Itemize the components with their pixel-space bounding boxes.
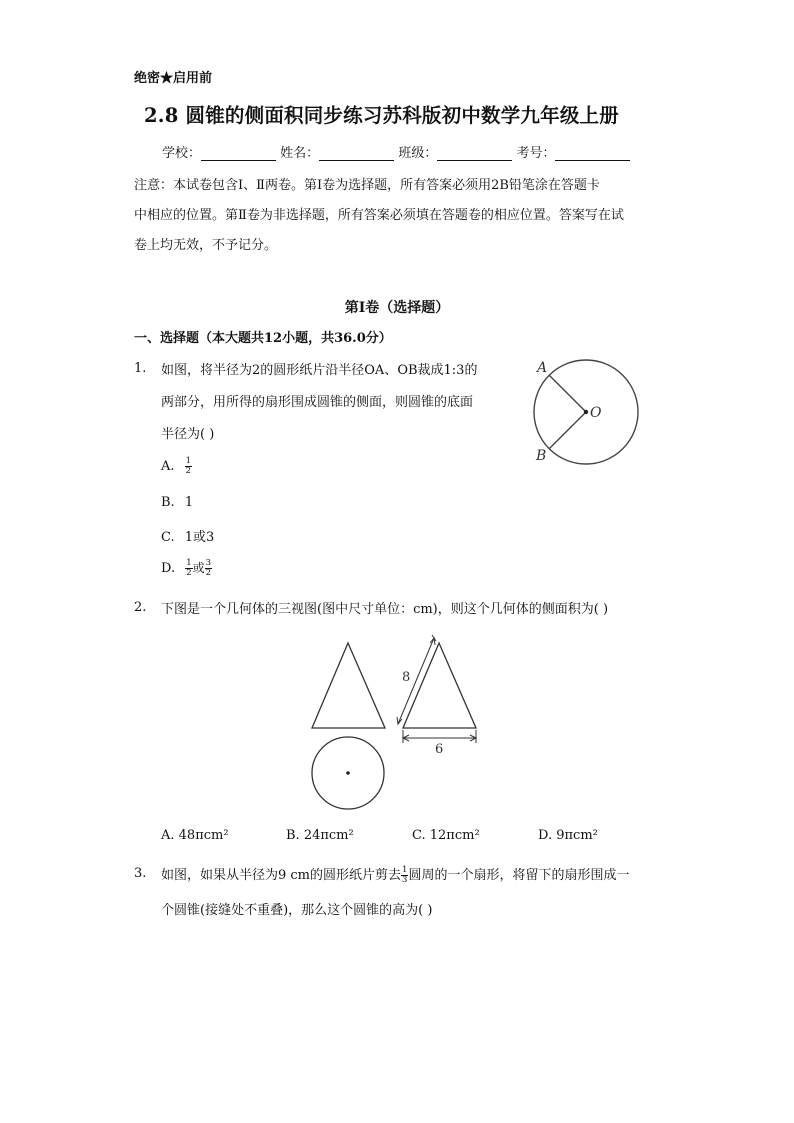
exam-number-blank[interactable] — [555, 146, 630, 161]
q1-option-b-label: B. — [161, 495, 175, 510]
q1-option-d-label: D. — [161, 561, 176, 576]
top-view-center — [346, 771, 350, 775]
radius-ob — [549, 412, 586, 449]
label-a: A — [537, 360, 548, 376]
q2-option-d[interactable]: D. 9πcm² — [538, 828, 598, 843]
q1-line-2: 两部分，用所得的扇形围成圆锥的侧面，则圆锥的底面 — [161, 395, 474, 410]
q1-option-a-label: A. — [161, 459, 175, 474]
name-blank[interactable] — [319, 146, 394, 161]
q1-line-3: 半径为( ) — [161, 427, 215, 442]
page-title: 2.8 圆锥的侧面积同步练习苏科版初中数学九年级上册 — [144, 104, 619, 127]
q1-option-b-text: 1 — [184, 495, 194, 510]
notice-line-3: 卷上均无效，不予记分。 — [134, 238, 278, 253]
q1-option-d[interactable] — [161, 559, 212, 578]
slant-label: 8 — [402, 670, 411, 685]
label-o: O — [590, 405, 602, 421]
exam-number-label: 考号： — [516, 146, 556, 161]
q2-option-c[interactable]: C. 12πcm² — [412, 828, 480, 843]
notice-line-2: 中相应的位置。第Ⅱ卷为非选择题，所有答案必须填在答题卷的相应位置。答案写在试 — [134, 208, 624, 223]
q1-option-c-label: C. — [161, 530, 175, 545]
student-info-line — [162, 142, 630, 161]
label-b: B — [536, 448, 547, 464]
school-label: 学校： — [162, 146, 202, 161]
fraction-numerator: 1 — [402, 865, 408, 875]
q2-three-views-figure — [305, 630, 495, 816]
fraction-denominator: 2 — [185, 466, 192, 476]
q2-number: 2. — [134, 600, 147, 615]
q1-line-1: 如图，将半径为2的圆形纸片沿半径OA、OB裁成1:3的 — [161, 363, 478, 378]
q1-option-a-fraction — [185, 457, 192, 476]
q1-option-d-or: 或 — [192, 561, 205, 575]
q2-option-b[interactable]: B. 24πcm² — [286, 828, 354, 843]
q3-line-1-end: 圆周的一个扇形，将留下的扇形围成一 — [408, 868, 630, 883]
q3-line-1 — [161, 864, 629, 885]
school-blank[interactable] — [201, 146, 276, 161]
q1-option-b[interactable] — [161, 495, 193, 510]
section-title: 第Ⅰ卷（选择题） — [344, 300, 450, 316]
q1-option-a[interactable] — [161, 457, 192, 476]
fraction-denominator: 2 — [186, 568, 192, 578]
center-point — [584, 410, 588, 414]
notice-line-1: 注意：本试卷包含Ⅰ、Ⅱ两卷。第Ⅰ卷为选择题，所有答案必须用2B铅笔涂在答题卡 — [134, 178, 600, 193]
fraction-numerator: 1 — [186, 558, 192, 568]
q1-option-d-fraction-2 — [205, 559, 212, 578]
q1-option-c-text: 1或3 — [184, 530, 215, 545]
radius-oa — [549, 375, 586, 412]
q3-line-2: 个圆锥(接缝处不重叠)，那么这个圆锥的高为( ) — [161, 903, 433, 918]
name-label: 姓名： — [280, 146, 320, 161]
front-view-triangle — [312, 643, 385, 728]
fraction-numerator: 1 — [185, 456, 192, 466]
q2-text: 下图是一个几何体的三视图(图中尺寸单位：cm)，则这个几何体的侧面积为( ) — [161, 602, 609, 617]
q3-number: 3. — [134, 866, 147, 881]
q2-option-a[interactable]: A. 48πcm² — [161, 828, 229, 843]
fraction-denominator: 3 — [402, 875, 408, 885]
confidential-mark: 绝密★启用前 — [134, 71, 213, 86]
q1-number: 1. — [134, 361, 147, 376]
fraction-denominator: 2 — [205, 568, 212, 578]
fraction-numerator: 3 — [205, 558, 212, 568]
q1-option-d-fraction-1 — [185, 559, 192, 578]
q3-line-1-start: 如图，如果从半径为9 cm的圆形纸片剪去 — [161, 868, 402, 883]
base-label: 6 — [435, 742, 444, 757]
q1-option-c[interactable] — [161, 526, 214, 545]
part-title: 一、选择题（本大题共12小题，共36.0分） — [134, 331, 392, 346]
class-blank[interactable] — [437, 146, 512, 161]
q1-circle-figure — [526, 352, 646, 472]
class-label: 班级： — [398, 146, 438, 161]
